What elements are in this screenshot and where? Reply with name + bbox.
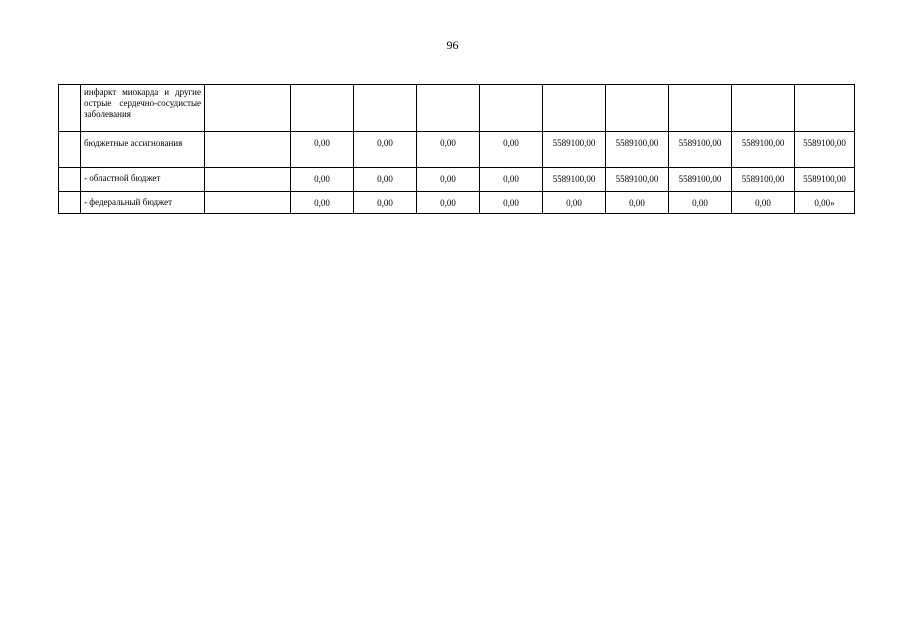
row-label: инфаркт миокарда и другие острые сердечно-сосудистые заболевания — [81, 85, 205, 132]
value-cell — [291, 85, 354, 132]
value-cell — [354, 85, 417, 132]
value-cell: 0,00 — [417, 192, 480, 214]
index-cell — [59, 132, 81, 168]
value-cell: 0,00 — [606, 192, 669, 214]
value-cell: 0,00 — [669, 192, 732, 214]
value-cell: 0,00 — [543, 192, 606, 214]
value-cell: 0,00 — [480, 192, 543, 214]
value-cell — [669, 85, 732, 132]
value-cell: 5589100,00 — [669, 132, 732, 168]
value-cell: 5589100,00 — [669, 168, 732, 192]
blank-cell — [205, 192, 291, 214]
value-cell: 0,00 — [354, 132, 417, 168]
index-cell — [59, 85, 81, 132]
value-cell: 0,00 — [480, 132, 543, 168]
value-cell: 5589100,00 — [795, 132, 855, 168]
value-cell: 0,00 — [354, 168, 417, 192]
table-row — [59, 168, 855, 192]
value-cell: 5589100,00 — [606, 132, 669, 168]
blank-cell — [205, 132, 291, 168]
value-cell — [417, 85, 480, 132]
table-row — [59, 85, 855, 132]
value-cell: 5589100,00 — [795, 168, 855, 192]
index-cell — [59, 168, 81, 192]
value-cell: 0,00 — [480, 168, 543, 192]
value-cell: 0,00 — [291, 168, 354, 192]
value-cell — [606, 85, 669, 132]
value-cell — [480, 85, 543, 132]
value-cell: 5589100,00 — [543, 168, 606, 192]
page-number: 96 — [446, 38, 459, 52]
row-label: - федеральный бюджет — [81, 192, 205, 214]
value-cell: 0,00 — [354, 192, 417, 214]
value-cell: 0,00 — [417, 168, 480, 192]
budget-table — [58, 84, 855, 214]
value-cell — [732, 85, 795, 132]
value-cell: 5589100,00 — [732, 168, 795, 192]
value-cell — [543, 85, 606, 132]
value-cell: 5589100,00 — [606, 168, 669, 192]
blank-cell — [205, 168, 291, 192]
row-label: бюджетные ассигнования — [81, 132, 205, 168]
value-cell: 0,00 — [417, 132, 480, 168]
value-cell: 0,00 — [291, 132, 354, 168]
index-cell — [59, 192, 81, 214]
value-cell: 5589100,00 — [543, 132, 606, 168]
table-row — [59, 132, 855, 168]
value-cell: 0,00 — [732, 192, 795, 214]
value-cell: 0,00 — [291, 192, 354, 214]
row-label: - областной бюджет — [81, 168, 205, 192]
value-cell — [795, 85, 855, 132]
blank-cell — [205, 85, 291, 132]
value-cell: 5589100,00 — [732, 132, 795, 168]
table-row — [59, 192, 855, 214]
value-cell: 0,00» — [795, 192, 855, 214]
